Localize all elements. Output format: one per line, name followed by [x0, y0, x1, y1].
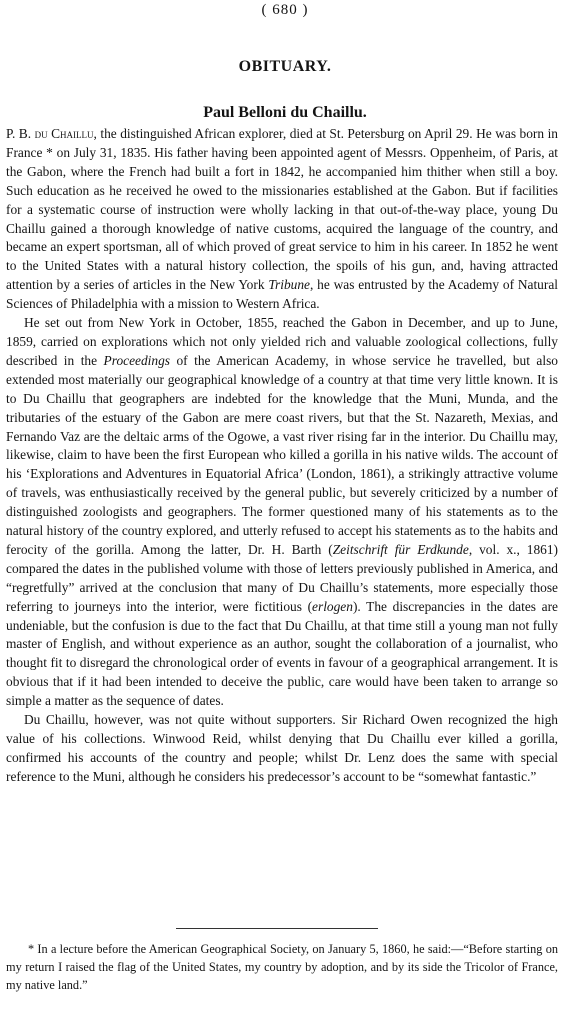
article-body [6, 125, 558, 787]
lead-name-prefix: du [34, 126, 48, 141]
paragraph-2-text-a: He set out from New York in October, 1855, reached the Gabon in December, and up to June, 1859, carried on explorations which not only yielded rich and valuable zoological collections, fully described in the [6, 315, 558, 368]
footnote-text: * In a lecture before the American Geographical Society, on January 5, 1860, he said:—“Before starting on my return I raised the flag of the United States, my country by adoption, and by its side the Tricolor of France, my native land.” [6, 942, 558, 992]
paragraph-1 [6, 125, 558, 314]
lead-initials: P. B. [6, 126, 32, 141]
proceedings-title: Proceedings [103, 352, 170, 368]
paragraph-1-text-a: , the distinguished African explorer, died at St. Petersburg on April 29. He was born in France * on July 31, 1835. His father having been appointed agent of Messrs. Oppenheim, of Paris, at the Gabon, where the French had built a fort in 1842, he accompanied him thither when still a boy. Such education as he received he owed to the missionaries established at the Gabon. But if facilities for a systematic course of instruction were wholly lacking in that out-of-the-way place, young Du Chaillu gained a thorough knowledge of native customs, acquired the language of the country, and became an expert sportsman, all of which proved of great service to him in his career. In 1852 he went to the United States with a natural history collection, the spoils of his gun, and, having attracted attention by a series of articles in the New York [6, 126, 558, 293]
paragraph-3-text: Du Chaillu, however, was not quite without supporters. Sir Richard Owen recognized the high value of his collections. Winwood Reid, whilst denying that Du Chaillu ever killed a gorilla, confirmed his accounts of the country and people; whilst Dr. Lenz does the same with special reference to the Muni, although he considers his predecessor’s account to be “somewhat fantastic.” [6, 712, 558, 784]
paragraph-3 [6, 711, 558, 787]
footnote [6, 940, 558, 994]
paragraph-2-text-d: ). The discrepancies in the dates are undeniable, but the confusion is due to the fact that Du Chaillu, at that time still a young man not fully master of English, and without experience as an author, sought the collaboration of a journalist, who thought fit to disregard the chronological order of events in favour of a geographical arrangement. It is obvious that if it had been intended to deceive the public, care would have been taken to arrange so simple a matter as the sequence of dates. [6, 598, 558, 709]
tribune-title: Tribune [268, 277, 310, 293]
article-title: Paul Belloni du Chaillu. [203, 104, 367, 121]
paragraph-2-text-b: of the American Academy, in whose service he travelled, but also extended most materially our geographical knowledge of a country at that time very little known. It is to Du Chaillu that geographers are indebted for the knowledge that the Muni, Munda, and the tributaries of the estuary of the Gabon are mere coast rivers, but that the St. Nazareth, Mexias, and Fernando Vaz are the deltaic arms of the Ogowe, a vast river rising far in the interior. Du Chaillu may, likewise, claim to have been the first European who killed a gorilla in his native wilds. The account of his ‘Explorations and Adventures in Equatorial Africa’ (London, 1861), a strikingly attractive volume of travels, was enthusiastically received by the general public, but severely criticized by a number of distinguished zoologists and geographers. The former questioned many of his statements as to the natural history of the country explored, and utterly refused to accept his statements as to the habits and ferocity of the gorilla. Among the latter, Dr. H. Barth ( [6, 352, 558, 557]
paragraph-2 [6, 314, 558, 711]
section-title: OBITUARY. [238, 58, 332, 75]
paragraph-1-text-b: , he was entrusted by the Academy of Natural Sciences of Philadelphia with a mission to Western Africa. [6, 277, 558, 312]
erlogen-term: erlogen [312, 598, 353, 614]
footnote-divider [176, 928, 378, 929]
zeitschrift-title: Zeitschrift für Erdkunde [332, 541, 469, 557]
lead-name: Chaillu [51, 126, 94, 141]
paragraph-2-text-c: , vol. x., 1861) compared the dates in the published volume with those of letters previously published in America, and “regretfully” arrived at the conclusion that many of Du Chaillu’s statements, more especially those referring to journeys into the interior, were fictitious ( [6, 541, 559, 614]
page-number: ( 680 ) [261, 2, 309, 18]
